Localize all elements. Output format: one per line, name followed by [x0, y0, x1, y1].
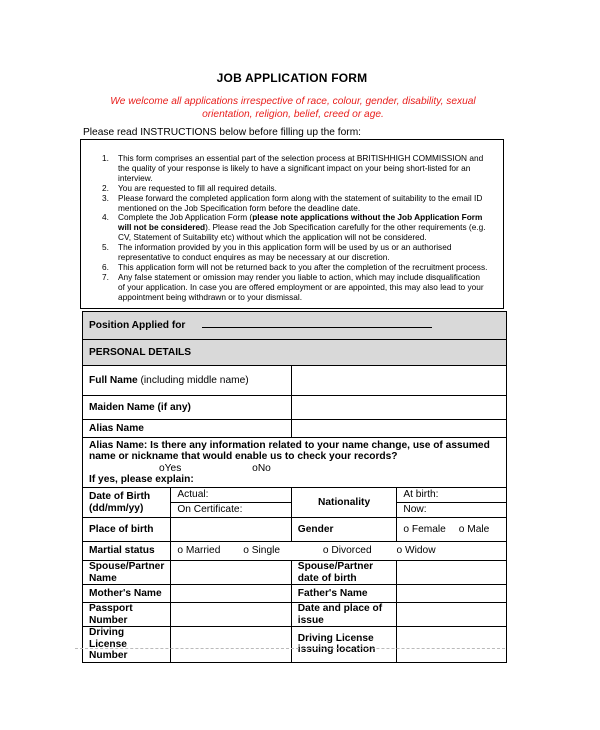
- if-yes-label: If yes, please explain:: [89, 474, 194, 485]
- instruction-item: 4. Complete the Job Application Form (please note applications without the Job Application Form will not be considered). Please read the Job Specification carefully for the other requirements (e.g. CV, Statement of Suitability etc) without which the application will not be considered.: [102, 212, 486, 243]
- instructions-box: [80, 139, 504, 309]
- driving-license-location-field[interactable]: [397, 627, 507, 663]
- driving-license-number-field[interactable]: [171, 627, 291, 663]
- divorced-option[interactable]: o Divorced: [322, 545, 372, 557]
- no-option[interactable]: oNo: [252, 462, 271, 474]
- dob-certificate-field[interactable]: On Certificate:: [171, 503, 291, 518]
- spouse-dob-field[interactable]: [397, 561, 507, 585]
- male-option[interactable]: o Male: [458, 523, 490, 535]
- form-title: JOB APPLICATION FORM: [216, 71, 368, 85]
- passport-issue-label: Date and place of issue: [291, 603, 397, 627]
- personal-details-table: [82, 311, 507, 663]
- spouse-dob-label: Spouse/Partner date of birth: [291, 561, 397, 585]
- page-break-line: [75, 648, 505, 649]
- driving-license-location-label: Driving License issuing location: [291, 627, 397, 663]
- full-name-label: Full Name (including middle name): [83, 366, 292, 396]
- marital-status-options: [171, 542, 507, 561]
- gender-label: Gender: [291, 518, 397, 542]
- instructions-heading: Please read INSTRUCTIONS below before filling up the form:: [83, 127, 362, 138]
- mothers-name-label: Mother's Name: [83, 585, 171, 603]
- married-option[interactable]: o Married: [177, 545, 221, 557]
- driving-license-number-label: Driving License Number: [83, 627, 171, 663]
- alias-name-label: Alias Name: [83, 420, 292, 438]
- personal-details-heading: PERSONAL DETAILS: [83, 340, 507, 366]
- place-of-birth-field[interactable]: [171, 518, 291, 542]
- female-option[interactable]: o Female: [403, 523, 446, 535]
- marital-status-label: Martial status: [83, 542, 171, 561]
- instruction-item: 3. Please forward the completed application form along with the statement of suitability to the email ID mentioned on the Job Specification form before the deadline date.: [102, 192, 483, 213]
- place-of-birth-label: Place of birth: [83, 518, 171, 542]
- spouse-name-label: Spouse/Partner Name: [83, 561, 171, 585]
- instruction-item: 5. The information provided by you in this application form will be used by us or an authorised representative to conduct enquires as may be necessary at our discretion.: [102, 242, 452, 263]
- fathers-name-label: Father's Name: [291, 585, 397, 603]
- instructions-list: [81, 140, 503, 303]
- yes-option[interactable]: oYes: [159, 462, 182, 474]
- gender-options: [397, 518, 507, 542]
- nationality-now-field[interactable]: Now:: [397, 503, 507, 518]
- full-name-field[interactable]: [291, 366, 506, 396]
- welcome-statement: We welcome all applications irrespective of race, colour, gender, disability, sexual orientation, religion, belief, creed or age.: [110, 96, 476, 120]
- dob-label: Date of Birth (dd/mm/yy): [83, 488, 171, 518]
- nationality-at-birth-field[interactable]: At birth:: [397, 488, 507, 503]
- widow-option[interactable]: o Widow: [396, 545, 436, 557]
- instruction-item: 7. Any false statement or omission may render you liable to action, which may include disqualification of your application. In case you are offered employment or are appointed, this may also lead to your appointment being withdrawn or to your dismissal.: [102, 271, 484, 302]
- position-applied-row: Position Applied for: [83, 312, 507, 340]
- passport-number-label: Passport Number: [83, 603, 171, 627]
- dob-actual-field[interactable]: Actual:: [171, 488, 291, 503]
- nationality-label: Nationality: [291, 488, 397, 518]
- passport-issue-field[interactable]: [397, 603, 507, 627]
- maiden-name-label: Maiden Name (if any): [83, 396, 292, 420]
- spouse-name-field[interactable]: [171, 561, 291, 585]
- instruction-item: 2. You are requested to fill all required details.: [102, 182, 277, 193]
- mothers-name-field[interactable]: [171, 585, 291, 603]
- maiden-name-field[interactable]: [291, 396, 506, 420]
- instruction-item: 1. This form comprises an essential part of the selection process at BRITISHHIGH COMMISSION and the quality of your response is likely to have a significant impact on your being short-listed for an interview.: [102, 153, 484, 183]
- alias-question: Alias Name: Is there any information related to your name change, use of assumed name or nickname that would enable us to check your records?: [89, 439, 490, 462]
- passport-number-field[interactable]: [171, 603, 291, 627]
- fathers-name-field[interactable]: [397, 585, 507, 603]
- position-applied-field[interactable]: [202, 319, 432, 328]
- alias-name-field[interactable]: [291, 420, 506, 438]
- alias-question-cell: [83, 438, 507, 488]
- single-option[interactable]: o Single: [243, 545, 281, 557]
- instruction-item: 6. This application form will not be returned back to you after the completion of the recruitment process.: [102, 261, 488, 272]
